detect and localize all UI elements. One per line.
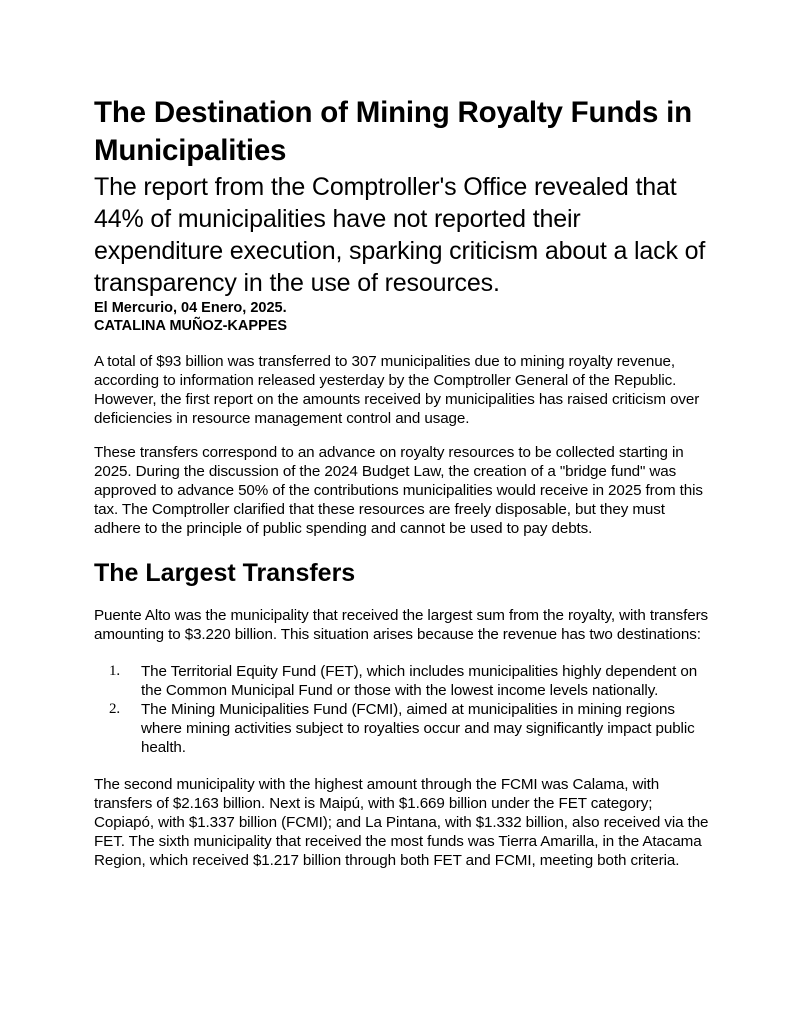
paragraph-intro: A total of $93 billion was transferred to 307 municipalities due to mining royalty revenue, according to information released yesterday by the Comptroller General of the Republic. However, the first report on the amounts received by municipalities has raised criticism over deficiencies in resource management control and usage. [94, 353, 700, 427]
list-item-text: The Mining Municipalities Fund (FCMI), aimed at municipalities in mining regions where mining activities subject to royalties occur and may significantly impact public health. [141, 701, 695, 756]
source-date: El Mercurio, 04 Enero, 2025. [94, 300, 287, 316]
article [94, 94, 714, 870]
author-name: CATALINA MUÑOZ-KAPPES [94, 318, 288, 334]
paragraph-bridge-fund: These transfers correspond to an advance on royalty resources to be collected starting in 2025. During the discussion of the 2024 Budget Law, the creation of a "bridge fund" was approved to advance 50% of the contributions municipalities would receive in 2025 from this tax. The Comptroller clarified that these resources are freely disposable, but they must adhere to the principle of public spending and cannot be used to pay debts. [94, 444, 703, 537]
paragraph-puente-alto: Puente Alto was the municipality that received the largest sum from the royalty, with transfers amounting to $3.220 billion. This situation arises because the revenue has two destinations: [94, 607, 709, 643]
paragraph-other-municipalities: The second municipality with the highest amount through the FCMI was Calama, with transfers of $2.163 billion. Next is Maipú, with $1.669 billion under the FET category; Copiapó, with $1.337 billion (FCMI); and La Pintana, with $1.332 billion, also received via the FET. The sixth municipality that received the most funds was Tierra Amarilla, in the Atacama Region, which received $1.217 billion through both FET and FCMI, meeting both criteria. [94, 776, 709, 869]
fund-destinations-list [94, 662, 714, 757]
article-subtitle: The report from the Comptroller's Office revealed that 44% of municipalities have not reported their expenditure execution, sparking criticism about a lack of transparency in the use of resources. [94, 173, 706, 297]
list-number: 2. [109, 701, 121, 717]
section-heading: The Largest Transfers [94, 559, 356, 587]
list-number: 1. [109, 663, 121, 679]
list-item [94, 662, 714, 700]
article-title: The Destination of Mining Royalty Funds in Municipalities [94, 96, 692, 167]
list-item-text: The Territorial Equity Fund (FET), which includes municipalities highly dependent on the Common Municipal Fund or those with the lowest income levels nationally. [141, 663, 698, 699]
list-item [94, 700, 714, 757]
